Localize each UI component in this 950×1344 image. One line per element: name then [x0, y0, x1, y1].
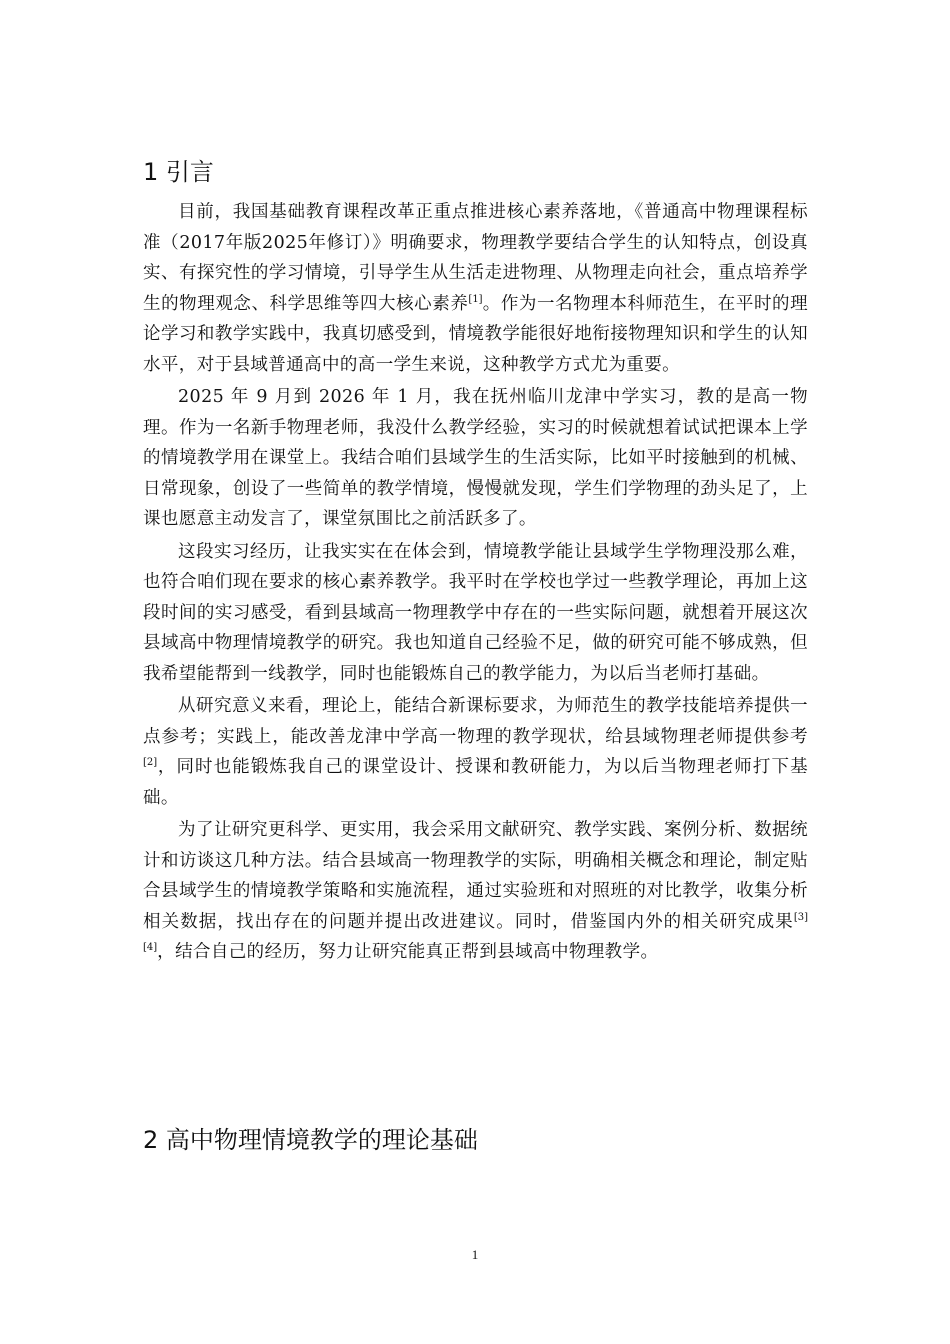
paragraph-2: 2025 年 9 月到 2026 年 1 月，我在抚州临川龙津中学实习，教的是高一物理。作为一名新手物理老师，我没什么教学经验，实习的时候就想着试试把课本上学的情境教学用在课堂上。我结合咱们县域学生的生活实际，比如平时接触到的机械、日常现象，创设了一些简单的教学情境，慢慢就发现，学生们学物理的劲头足了，上课也愿意主动发言了，课堂氛围比之前活跃多了。 [143, 387, 808, 529]
paragraph-5: 为了让研究更科学、更实用，我会采用文献研究、教学实践、案例分析、数据统计和访谈这几种方法。结合县域高一物理教学的实际，明确相关概念和理论，制定贴合县域学生的情境教学策略和实施流程，通过实验班和对照班的对比教学，收集分析相关数据，找出存在的问题并提出改进建议。同时，借鉴国内外的相关研究成果[3][4]，结合自己的经历，努力让研究能真正帮到县域高中物理教学。 [143, 820, 808, 962]
section-2-heading: 2 高中物理情境教学的理论基础 [143, 1126, 478, 1154]
paragraph-4: 从研究意义来看，理论上，能结合新课标要求，为师范生的教学技能培养提供一点参考；实践上，能改善龙津中学高一物理的教学现状，给县域物理老师提供参考[2]，同时也能锻炼我自己的课堂设计、授课和教研能力，为以后当物理老师打下基础。 [143, 696, 808, 808]
section-1-body [143, 197, 808, 970]
citation-1[interactable]: [1] [468, 293, 483, 305]
citation-3-4[interactable]: [3][4] [143, 911, 808, 953]
citation-2[interactable]: [2] [143, 757, 158, 768]
page-number: 1 [471, 1247, 479, 1262]
paragraph-3: 这段实习经历，让我实实在在体会到，情境教学能让县域学生学物理没那么难，也符合咱们现在要求的核心素养教学。我平时在学校也学过一些教学理论，再加上这段时间的实习感受，看到县域高一物理教学中存在的一些实际问题，就想着开展这次县域高中物理情境教学的研究。我也知道自己经验不足，做的研究可能不够成熟，但我希望能帮到一线教学，同时也能锻炼自己的教学能力，为以后当老师打基础。 [143, 541, 808, 684]
paragraph-1: 目前，我国基础教育课程改革正重点推进核心素养落地，《普通高中物理课程标准（2017年版2025年修订）》明确要求，物理教学要结合学生的认知特点，创设真实、有探究性的学习情境，引导学生从生活走进物理、从物理走向社会，重点培养学生的物理观念、科学思维等四大核心素养[1]。作为一名物理本科师范生，在平时的理论学习和教学实践中，我真切感受到，情境教学能很好地衔接物理知识和学生的认知水平，对于县域普通高中的高一学生来说，这种教学方式尤为重要。 [143, 202, 809, 375]
section-1-heading: 1 引言 [143, 158, 214, 186]
